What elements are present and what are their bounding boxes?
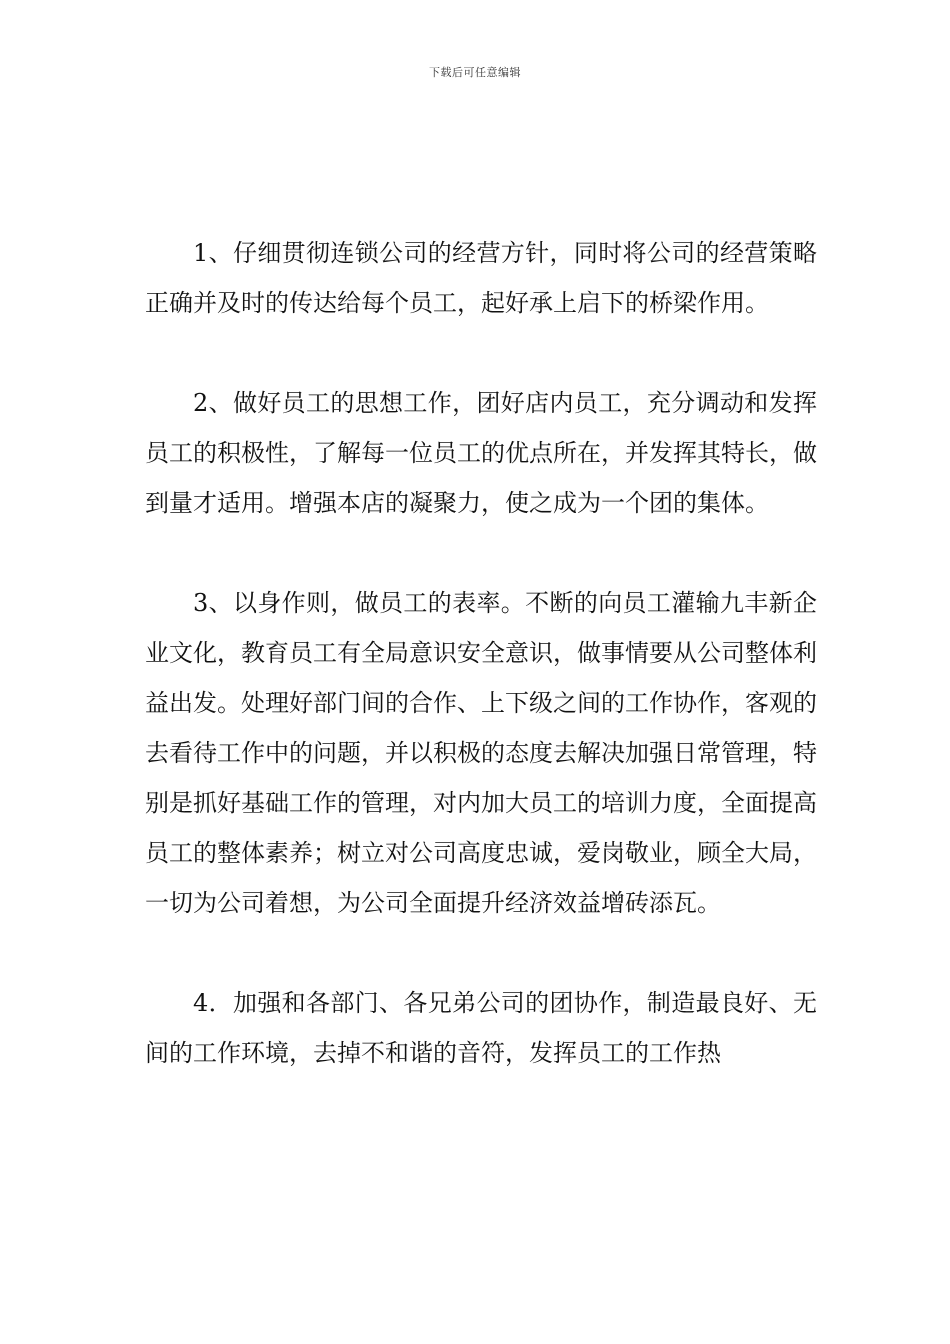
page-header: 下载后可任意编辑 (429, 66, 521, 79)
paragraph-3: 3、以身作则，做员工的表率。不断的向员工灌输九丰新企业文化，教育员工有全局意识安全意识，做事情要从公司整体利益出发。处理好部门间的合作、上下级之间的工作协作，客观的去看待工作中的问题，并以积极的态度去解决加强日常管理，特别是抓好基础工作的管理，对内加大员工的培训力度，全面提高员工的整体素养；树立对公司高度忠诚，爱岗敬业，顾全大局，一切为公司着想，为公司全面提升经济效益增砖添瓦。 (145, 589, 817, 917)
paragraph-2: 2、做好员工的思想工作，团好店内员工，充分调动和发挥员工的积极性，了解每一位员工的优点所在，并发挥其特长，做到量才适用。增强本店的凝聚力，使之成为一个团的集体。 (145, 389, 817, 517)
document-body (145, 228, 817, 1128)
paragraph-1: 1、仔细贯彻连锁公司的经营方针，同时将公司的经营策略正确并及时的传达给每个员工，起好承上启下的桥梁作用。 (145, 239, 817, 317)
paragraph-4: 4．加强和各部门、各兄弟公司的团协作，制造最良好、无间的工作环境，去掉不和谐的音符，发挥员工的工作热 (145, 989, 817, 1067)
